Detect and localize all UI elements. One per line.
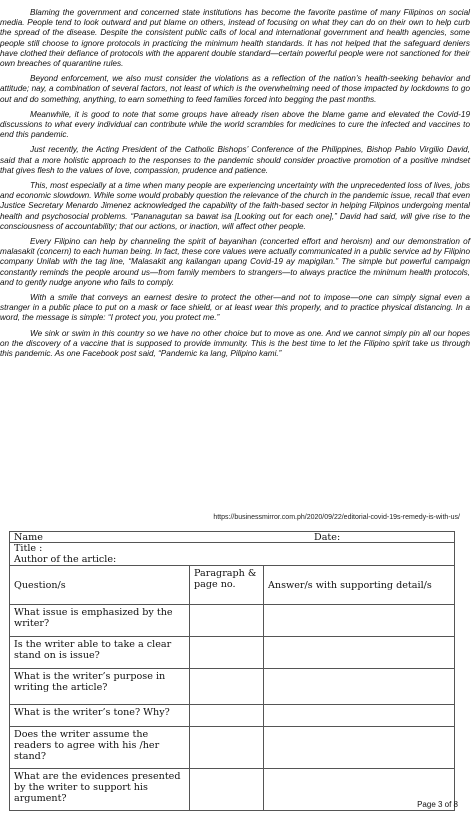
answer-cell[interactable] bbox=[264, 605, 455, 637]
article-paragraph: Beyond enforcement, we also must consider the violations as a reflection of the nation’s health-seeking behavior and attitude; nay, a combination of several factors, not least of which is the overwhelming need of those impacted by lockdowns to go out and do something, anything, to earn something to feed families forced into begging the past months. bbox=[0, 74, 470, 104]
title-author-block bbox=[9, 542, 455, 565]
table-header-row bbox=[10, 566, 455, 605]
question-table bbox=[9, 565, 455, 811]
question-cell: What issue is emphasized by the writer? bbox=[10, 605, 190, 637]
answer-cell[interactable] bbox=[264, 705, 455, 727]
article-paragraph: Every Filipino can help by channeling the spirit of bayanihan (concerted effort and heroism) and our demonstration of malasakit (concern) to each human being. In fact, these core values were actually communicated in a public service ad by Filipino company Unilab with the tag line, “Malasakit ang kailangan upang Covid-19 ay mapigilan.” The simple but powerful campaign constantly reminds the people around us—from family members to strangers—to always practice the minimum health protocols, and to gently nudge anyone who fails to comply. bbox=[0, 237, 470, 287]
answer-header: Answer/s with supporting detail/s bbox=[264, 566, 455, 605]
article-paragraph: We sink or swim in this country so we have no other choice but to move as one. And we cannot simply pin all our hopes on the discovery of a vaccine that is supposed to provide immunity. This is the best time to let the Filipino spirit take us through this pandemic. As one Facebook post said, “Pandemic ka lang, Pilipino kami.” bbox=[0, 328, 470, 359]
author-label: Author of the article: bbox=[14, 554, 117, 565]
paragraph-header: Paragraph & page no. bbox=[190, 566, 264, 605]
answer-cell[interactable] bbox=[264, 669, 455, 705]
date-label: Date: bbox=[314, 532, 341, 543]
paragraph-cell[interactable] bbox=[190, 637, 264, 669]
article-paragraph: Blaming the government and concerned state institutions has become the favorite pastime of many Filipinos on social media. People tend to look outward and put blame on others, instead of focusing on what they can do on their own to help curb the spread of the disease. Despite the consistent public calls of local and international government and health agencies, some people still choose to ignore protocols in practicing the minimum health standards. It has not helped that the safeguard deniers have clothed their defiance of protocols with the apparent double standard—certain powerful people were not sanctioned for their own breaches of quarantine rules. bbox=[0, 8, 470, 69]
paragraph-cell[interactable] bbox=[190, 705, 264, 727]
table-row bbox=[10, 727, 455, 769]
article-paragraph: With a smile that conveys an earnest desire to protect the other—and not to impose—one can simply signal even a stranger in a public place to put on a mask or face shield, or at least wear this properly, and to practice physical distancing. In a word, the message is simple: “I protect you, you protect me.” bbox=[0, 293, 470, 323]
table-row bbox=[10, 637, 455, 669]
question-cell: Is the writer able to take a clear stand on is issue? bbox=[10, 637, 190, 669]
title-label: Title : bbox=[14, 543, 43, 554]
article-paragraph: Just recently, the Acting President of the Catholic Bishops’ Conference of the Philippines, Bishop Pablo Virgilio David, said that a more holistic approach to the responses to the pandemic should consider proactive promotion of a positive mindset that gives flesh to the values of love, compassion, prudence and patience. bbox=[0, 145, 470, 175]
table-row bbox=[10, 705, 455, 727]
question-header: Question/s bbox=[10, 566, 190, 605]
paragraph-cell[interactable] bbox=[190, 727, 264, 769]
worksheet bbox=[9, 531, 455, 811]
question-cell: What is the writer’s tone? Why? bbox=[10, 705, 190, 727]
article-text bbox=[0, 8, 470, 364]
answer-cell[interactable] bbox=[264, 637, 455, 669]
answer-cell[interactable] bbox=[264, 727, 455, 769]
table-row bbox=[10, 605, 455, 637]
table-row bbox=[10, 769, 455, 811]
question-cell: What are the evidences presented by the writer to support his argument? bbox=[10, 769, 190, 811]
article-paragraph: Meanwhile, it is good to note that some groups have already risen above the blame game and elevated the Covid-19 discussions to what every individual can contribute while the world scrambles for medicines to cure the infected and vaccines to end this pandemic. bbox=[0, 109, 470, 140]
paragraph-cell[interactable] bbox=[190, 605, 264, 637]
paragraph-cell[interactable] bbox=[190, 769, 264, 811]
name-date-row bbox=[9, 531, 455, 542]
page-number: Page 3 of 8 bbox=[417, 800, 458, 809]
source-url: https://businessmirror.com.ph/2020/09/22/editorial-covid-19s-remedy-is-with-us/ bbox=[213, 514, 460, 521]
article-paragraph: This, most especially at a time when many people are experiencing uncertainty with the unprecedented loss of lives, jobs and economic slowdown. While some would probably question the relevance of the church in the pandemic issue, recall that even Justice Secretary Menardo Jimenez acknowledged the capability of the faith-based sector in helping Filipinos undergoing mental health and psychosocial problems. “Pananagutan sa bawat isa [Looking out for each one],” David had said, will give rise to the consciousness of accountability; that our actions, or inaction, will affect other people. bbox=[0, 181, 470, 231]
table-row bbox=[10, 669, 455, 705]
paragraph-cell[interactable] bbox=[190, 669, 264, 705]
question-cell: What is the writer’s purpose in writing the article? bbox=[10, 669, 190, 705]
question-cell: Does the writer assume the readers to agree with his /her stand? bbox=[10, 727, 190, 769]
name-label: Name bbox=[14, 532, 43, 543]
